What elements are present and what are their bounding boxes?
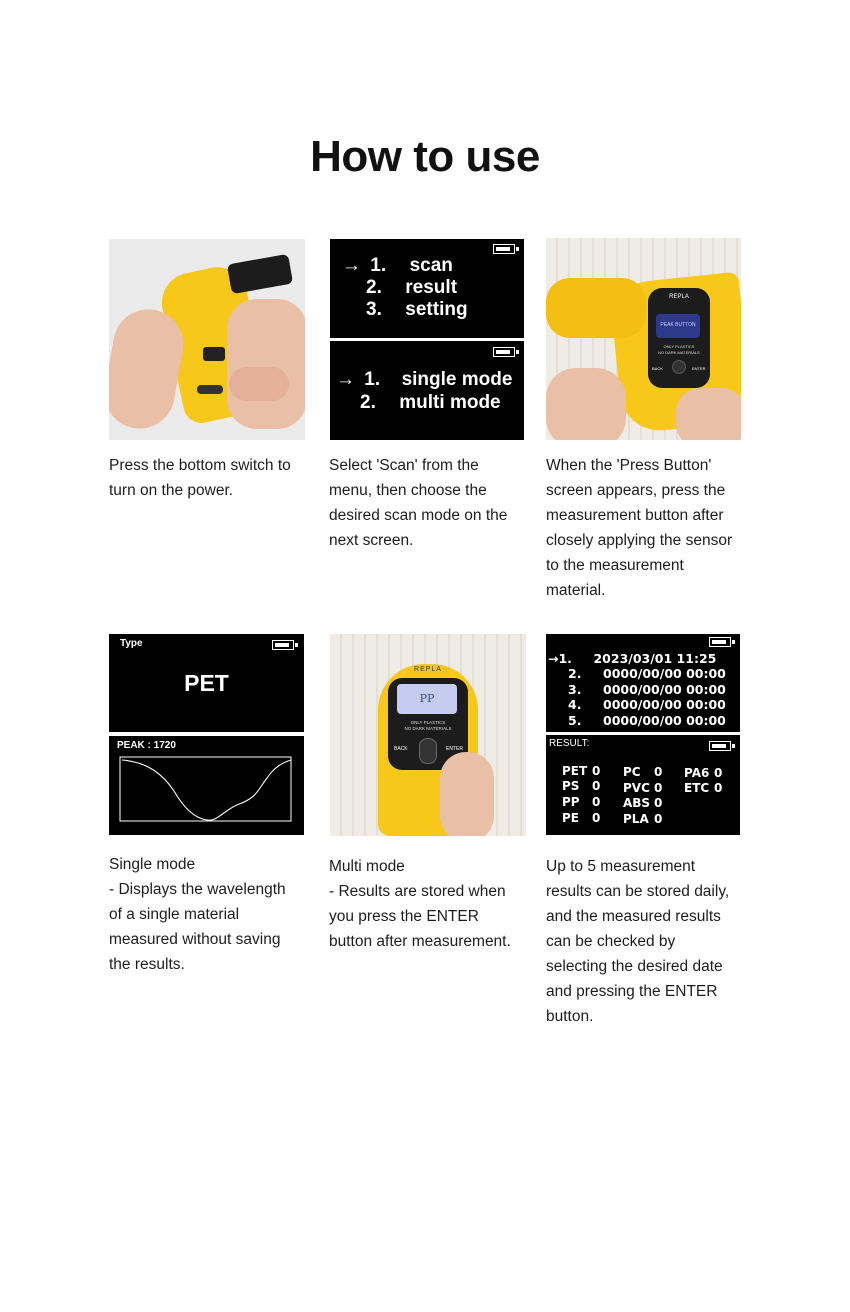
- material-name: PET: [562, 764, 588, 778]
- material-count: 0: [654, 796, 663, 810]
- step-6-description: [546, 854, 746, 1029]
- menu-item-result: result: [405, 277, 458, 298]
- type-label: Type: [120, 638, 143, 649]
- arrow-icon: →: [342, 255, 361, 276]
- material-name: PP: [562, 795, 580, 809]
- result-label: RESULT:: [549, 738, 590, 749]
- menu-item-number: 3.: [366, 299, 382, 320]
- result-dates-screen: [546, 634, 740, 732]
- material-name: PA6: [684, 766, 710, 780]
- device-note: ONLY PLASTICS: [410, 720, 446, 725]
- date-value: 0000/00/00 00:00: [603, 666, 726, 681]
- arrow-icon: →: [548, 651, 559, 666]
- material-name: PVC: [623, 781, 650, 795]
- material-count: 0: [714, 766, 723, 780]
- result-date-row: [568, 666, 726, 681]
- date-value: 2023/03/01 11:25: [593, 651, 717, 666]
- battery-icon: [493, 347, 515, 357]
- result-date-row: [548, 651, 716, 666]
- spectrum-graph: [109, 736, 304, 835]
- device-note: NO DARK MATERIALS: [658, 350, 700, 355]
- material-count: 0: [592, 795, 601, 809]
- brand-label: REPLA: [669, 294, 689, 300]
- multi-mode-photo: [330, 634, 526, 836]
- step-2-description: [329, 453, 529, 553]
- menu-item-single-mode: single mode: [401, 369, 513, 390]
- date-value: 0000/00/00 00:00: [603, 682, 726, 697]
- step-4-description: [109, 852, 309, 977]
- date-number: 1.: [558, 651, 572, 666]
- material-count: 0: [654, 781, 663, 795]
- device-note: NO DARK MATERIALS: [404, 726, 452, 731]
- back-button-label: BACK: [652, 366, 663, 371]
- battery-icon: [709, 637, 731, 647]
- press-button-photo: [546, 238, 741, 440]
- material-count: 0: [592, 764, 601, 778]
- enter-button-label: ENTER: [692, 366, 706, 371]
- date-number: 3.: [568, 682, 582, 697]
- menu-item-number: 2.: [366, 277, 382, 298]
- step-3-text: When the 'Press Button' screen appears, press the measurement button after closely applying the sensor to the measurement material.: [546, 457, 733, 599]
- single-mode-type-screen: [109, 634, 304, 732]
- material-name: PE: [562, 811, 579, 825]
- date-number: 4.: [568, 697, 582, 712]
- material-count: 0: [592, 779, 601, 793]
- step-5-text: Multi mode - Results are stored when you press the ENTER button after measurement.: [329, 858, 511, 950]
- material-count: 0: [654, 812, 663, 826]
- scan-mode-screen: [330, 341, 524, 440]
- result-date-row: [568, 682, 726, 697]
- step-2-text: Select 'Scan' from the menu, then choose the desired scan mode on the next screen.: [329, 457, 508, 549]
- result-materials-screen: [546, 735, 740, 835]
- date-value: 0000/00/00 00:00: [603, 697, 726, 712]
- step-5-description: [329, 854, 529, 954]
- peak-label: PEAK : 1720: [117, 740, 176, 751]
- material-count: 0: [654, 765, 663, 779]
- material-count: 0: [592, 811, 601, 825]
- main-menu-screen: [330, 239, 524, 338]
- lcd-text: PEAK BUTTON: [660, 322, 696, 328]
- nav-buttons-icon: [419, 738, 437, 764]
- menu-item-scan: scan: [409, 255, 453, 276]
- back-button-label: BACK: [394, 746, 408, 752]
- date-number: 2.: [568, 666, 582, 681]
- battery-icon: [272, 640, 294, 650]
- single-mode-spectrum-screen: [109, 736, 304, 835]
- material-name: PS: [562, 779, 580, 793]
- step-1-description: [109, 453, 309, 503]
- device-note: ONLY PLASTICS: [663, 344, 695, 349]
- menu-item-number: 1.: [364, 369, 381, 390]
- menu-item-number: 1.: [370, 255, 387, 276]
- power-switch-photo: [109, 239, 305, 440]
- material-name: PC: [623, 765, 641, 779]
- step-3-description: [546, 453, 746, 603]
- step-6-text: Up to 5 measurement results can be stored daily, and the measured results can be checked by selecting the desired date and pressing the ENTER button.: [546, 858, 730, 1025]
- date-number: 5.: [568, 713, 582, 728]
- menu-item-number: 2.: [360, 392, 376, 413]
- step-4-text: Single mode - Displays the wavelength of a single material measured without saving the results.: [109, 856, 286, 973]
- material-name: ETC: [684, 781, 710, 795]
- material-count: 0: [714, 781, 723, 795]
- step-1-text: Press the bottom switch to turn on the power.: [109, 457, 291, 499]
- menu-item-multi-mode: multi mode: [399, 392, 501, 413]
- lcd-text: PP: [419, 692, 435, 705]
- battery-icon: [709, 741, 731, 751]
- enter-button-label: ENTER: [446, 746, 463, 752]
- brand-label: REPLA: [414, 666, 442, 673]
- battery-icon: [493, 244, 515, 254]
- result-date-row: [568, 713, 726, 728]
- menu-item-setting: setting: [405, 299, 468, 320]
- material-name: ABS: [623, 796, 651, 810]
- material-name: PLA: [623, 812, 649, 826]
- result-date-row: [568, 697, 726, 712]
- material-result: PET: [184, 670, 229, 696]
- arrow-icon: →: [336, 369, 355, 390]
- page-title: How to use: [310, 132, 540, 181]
- date-value: 0000/00/00 00:00: [603, 713, 726, 728]
